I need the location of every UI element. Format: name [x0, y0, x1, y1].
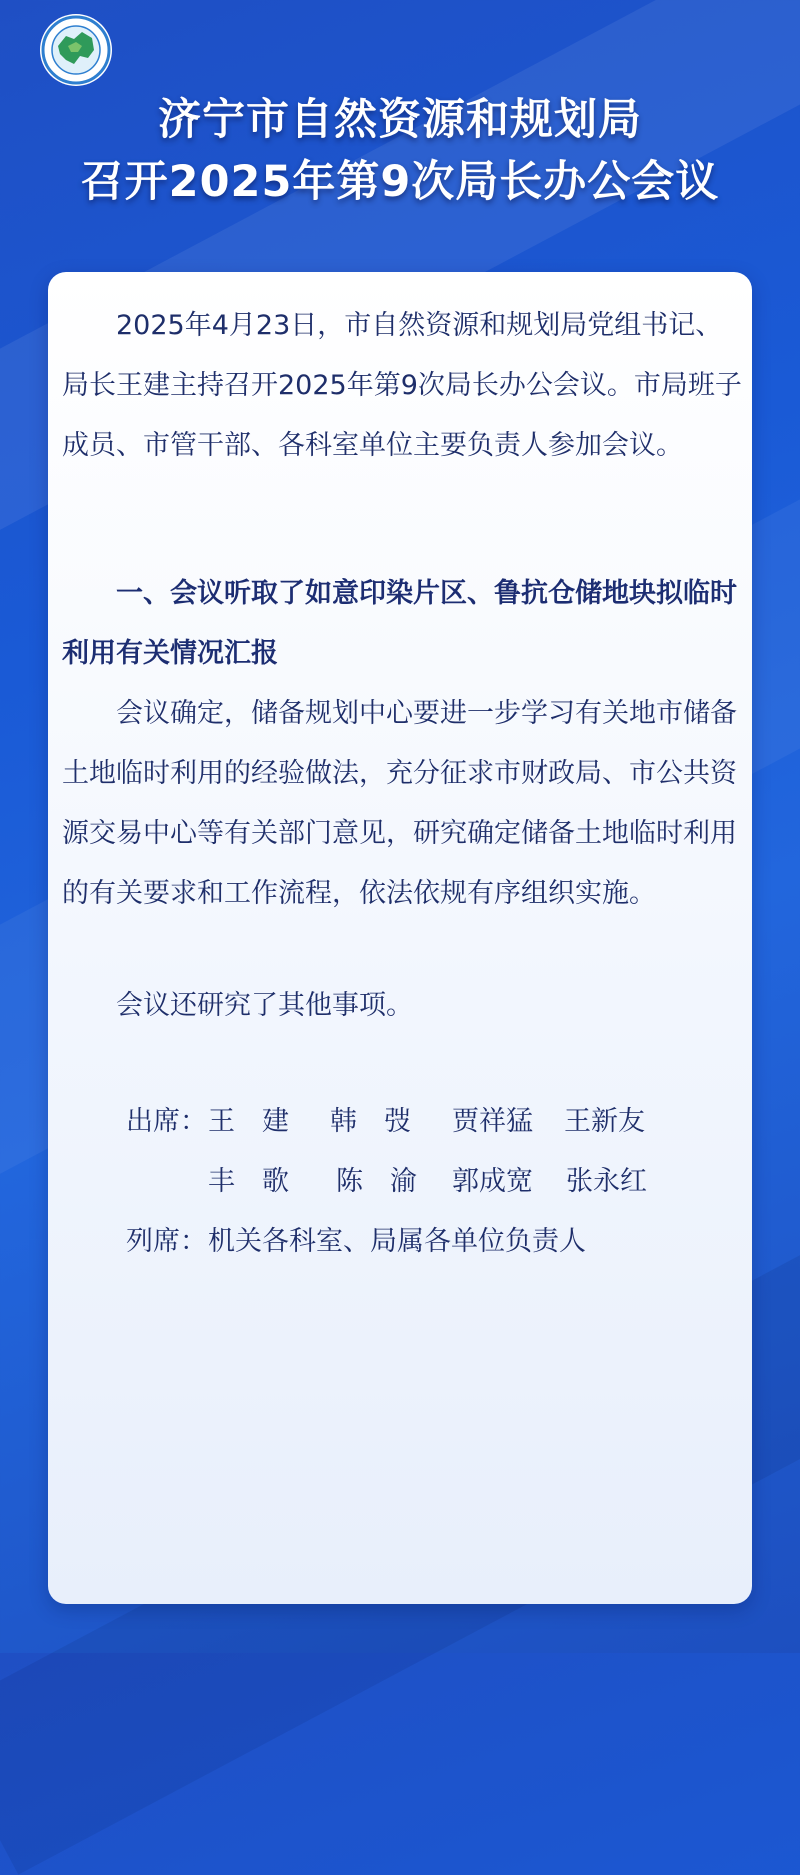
attendee-name: 王 建 [208, 1106, 289, 1137]
other-matters-paragraph: 会议还研究了其他事项。 [116, 990, 413, 1021]
observers-label: 列席： [126, 1226, 207, 1257]
attendee-name: 王新友 [564, 1106, 645, 1137]
attendee-name: 丰 歌 [208, 1166, 289, 1197]
intro-paragraph: 2025年4月23日，市自然资源和规划局党组书记、局长王建主持召开2025年第9次局长办公会议。市局班子成员、市管干部、各科室单位主要负责人参加会议。 [62, 310, 742, 461]
attendee-name: 贾祥猛 [452, 1106, 533, 1137]
present-label: 出席： [126, 1106, 207, 1137]
attendee-name: 郭成宽 [452, 1166, 533, 1197]
attendee-name: 张永红 [566, 1166, 647, 1197]
attendee-name: 韩 弢 [330, 1106, 411, 1137]
section-paragraph: 会议确定，储备规划中心要进一步学习有关地市储备土地临时利用的经验做法，充分征求市财政局、市公共资源交易中心等有关部门意见，研究确定储备土地临时利用的有关要求和工作流程，依法依规有序组织实施。 [62, 698, 737, 909]
page-title-line-1: 济宁市自然资源和规划局 [158, 95, 642, 145]
observers-text: 机关各科室、局属各单位负责人 [208, 1226, 586, 1257]
page-title-line-2: 召开2025年第9次局长办公会议 [80, 157, 720, 207]
section-heading: 一、会议听取了如意印染片区、鲁抗仓储地块拟临时利用有关情况汇报 [62, 578, 737, 669]
bureau-logo-icon [38, 12, 114, 88]
content-card [48, 272, 752, 1604]
attendee-name: 陈 渝 [336, 1166, 417, 1197]
